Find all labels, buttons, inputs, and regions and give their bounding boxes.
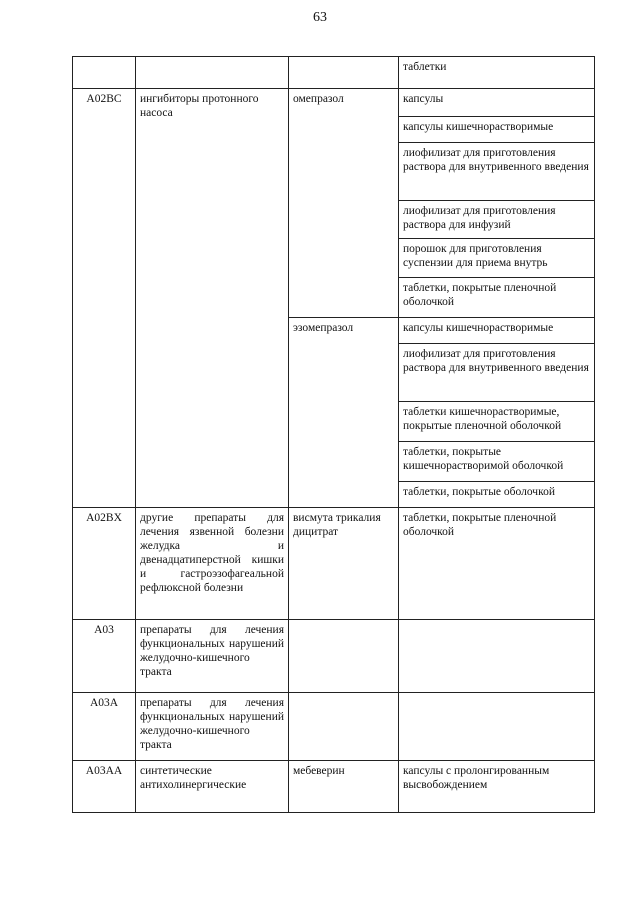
form-cell: таблетки (399, 57, 595, 89)
form-cell: порошок для приготовления суспензии для приема внутрь (399, 239, 595, 278)
form-cell: лиофилизат для приготовления раствора для внутривенного введения (399, 344, 595, 402)
form-cell: таблетки, покрытые оболочкой (399, 482, 595, 508)
drug-cell: омепразол (289, 89, 399, 318)
form-cell: таблетки кишечнорастворимые, покрытые пленочной оболочкой (399, 402, 595, 442)
group-cell: синтетические антихолинергические (136, 761, 289, 813)
group-cell (136, 57, 289, 89)
drug-cell: мебеверин (289, 761, 399, 813)
form-cell: капсулы кишечнорастворимые (399, 318, 595, 344)
form-cell: таблетки, покрытые пленочной оболочкой (399, 508, 595, 620)
drug-cell (289, 693, 399, 761)
group-cell: ингибиторы протонного насоса (136, 89, 289, 508)
atc-code-cell: A03 (73, 620, 136, 693)
form-cell: таблетки, покрытые кишечнорастворимой оболочкой (399, 442, 595, 482)
form-cell: таблетки, покрытые пленочной оболочкой (399, 278, 595, 318)
drug-list-table (72, 56, 595, 813)
page-number: 63 (313, 10, 327, 25)
atc-code-cell: A02BX (73, 508, 136, 620)
atc-code-cell: A03AA (73, 761, 136, 813)
table-row (73, 620, 595, 693)
form-cell (399, 620, 595, 693)
group-cell: препараты для лечения функциональных нарушений желудочно-кишечного тракта (136, 620, 289, 693)
form-cell: лиофилизат для приготовления раствора для внутривенного введения (399, 143, 595, 201)
form-cell: капсулы с пролонгированным высвобождением (399, 761, 595, 813)
drug-cell: висмута трикалия дицитрат (289, 508, 399, 620)
drug-cell: эзомепразол (289, 318, 399, 508)
table-row (73, 693, 595, 761)
group-cell: препараты для лечения функциональных нарушений желудочно-кишечного тракта (136, 693, 289, 761)
form-cell: капсулы кишечнорастворимые (399, 117, 595, 143)
form-cell: лиофилизат для приготовления раствора для инфузий (399, 201, 595, 239)
atc-code-cell (73, 57, 136, 89)
table-row (73, 57, 595, 89)
form-cell: капсулы (399, 89, 595, 117)
atc-code-cell: A02BC (73, 89, 136, 508)
table-row (73, 761, 595, 813)
form-cell (399, 693, 595, 761)
drug-cell (289, 57, 399, 89)
table-row (73, 89, 595, 117)
atc-code-cell: A03A (73, 693, 136, 761)
table-row (73, 508, 595, 620)
drug-cell (289, 620, 399, 693)
group-cell: другие препараты для лечения язвенной болезни желудка и двенадцатиперстной кишки и гастроэзофагеальной рефлюксной болезни (136, 508, 289, 620)
